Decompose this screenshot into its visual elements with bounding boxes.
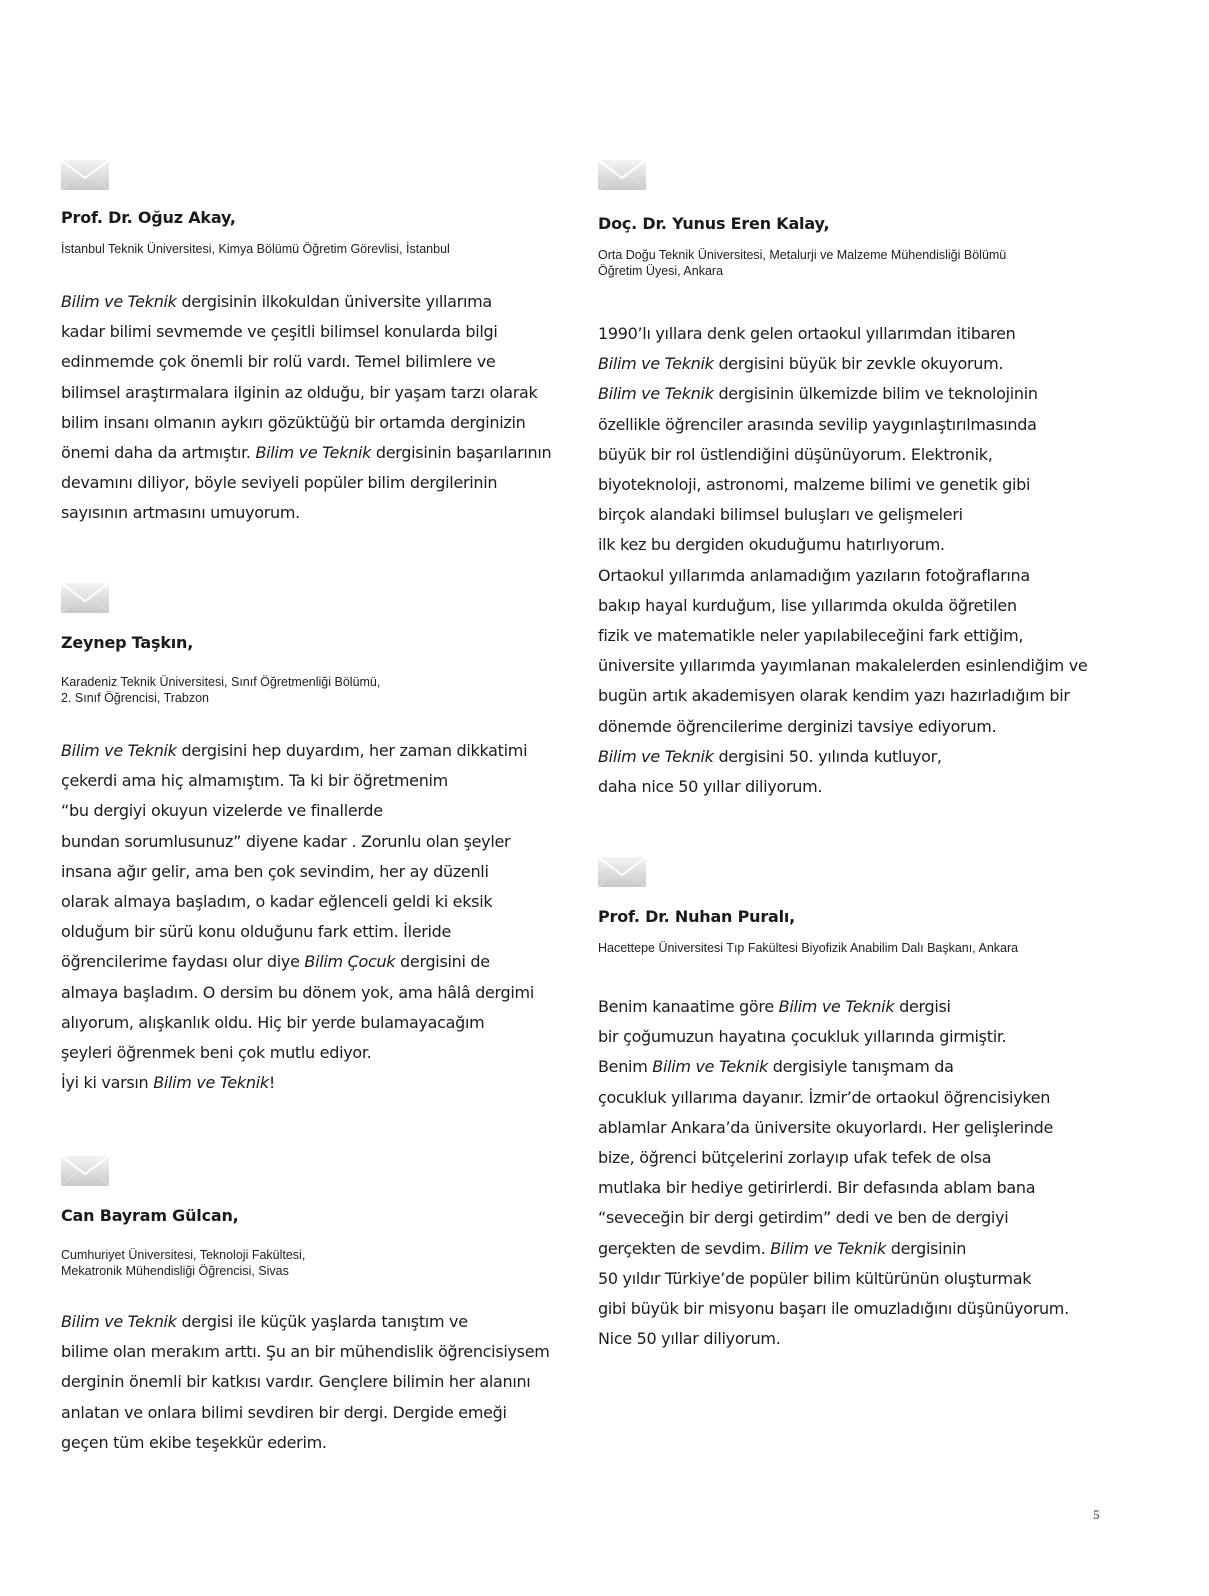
text-segment: bilimsel araştırmalara ilginin az olduğu, bir yaşam tarzı olarak	[61, 382, 538, 402]
text-segment: biyoteknoloji, astronomi, malzeme bilimi ve genetik gibi	[598, 475, 1031, 495]
text-line	[598, 530, 1158, 560]
text-segment: kadar bilimi sevmemde ve çeşitli bilimsel konularda bilgi	[61, 322, 498, 342]
text-segment: almaya başladım. O dersim bu dönem yok, ama hâlâ dergimi	[61, 982, 534, 1002]
affiliation-line: Mekatronik Mühendisliği Öğrencisi, Sivas	[61, 1264, 289, 1278]
envelope-icon	[61, 583, 109, 613]
text-segment: ablamlar Ankara’da üniversite okuyorlardı. Her gelişlerinde	[598, 1117, 1054, 1137]
text-line	[61, 1337, 571, 1367]
envelope-icon	[598, 857, 646, 887]
text-line	[598, 1143, 1158, 1173]
text-segment: “bu dergiyi okuyun vizelerde ve finallerde	[61, 801, 383, 821]
text-segment: çekerdi ama hiç almamıştım. Ta ki bir öğretmenim	[61, 771, 448, 791]
text-segment: dergisini 50. yılında kutluyor,	[713, 746, 942, 766]
affiliation-line: Öğretim Üyesi, Ankara	[598, 264, 724, 278]
author-name: Zeynep Taşkın,	[61, 633, 194, 652]
text-segment: dergisinin başarılarının	[371, 443, 552, 463]
text-segment: edinmemde çok önemli bir rolü vardı. Temel bilimlere ve	[61, 352, 496, 372]
text-line	[61, 287, 571, 317]
text-segment: Benim kanaatime göre	[598, 997, 779, 1016]
text-line	[61, 796, 571, 826]
page-number: 5	[1093, 1507, 1100, 1522]
magazine-title: Bilim ve Teknik	[598, 354, 714, 374]
text-line	[61, 947, 571, 977]
text-segment: !	[268, 1073, 275, 1093]
text-line	[61, 438, 571, 468]
text-segment: gibi büyük bir misyonu başarı ile omuzladığını düşünüyorum.	[598, 1299, 1069, 1319]
affiliation-line: İstanbul Teknik Üniversitesi, Kimya Bölümü Öğretim Görevlisi, İstanbul	[61, 242, 450, 256]
text-line	[598, 772, 1158, 802]
text-segment: bundan sorumlusunuz” diyene kadar . Zorunlu olan şeyler	[61, 831, 511, 851]
text-segment: Benim	[598, 1057, 653, 1077]
text-segment: bir çoğumuzun hayatına çocukluk yıllarında girmiştir.	[598, 1027, 1007, 1047]
text-line	[598, 561, 1158, 591]
text-segment: büyük bir rol üstlendiğini düşünüyorum. Elektronik,	[598, 444, 993, 464]
text-line	[598, 1324, 1158, 1354]
text-line	[598, 1264, 1158, 1294]
text-line	[598, 1113, 1158, 1143]
author-name: Prof. Dr. Nuhan Puralı,	[598, 907, 796, 926]
text-segment: derginin önemli bir katkısı vardır. Gençlere bilimin her alanını	[61, 1372, 531, 1392]
text-segment: gerçekten de sevdim.	[598, 1238, 771, 1258]
text-line	[61, 1307, 571, 1337]
author-name: Doç. Dr. Yunus Eren Kalay,	[598, 214, 830, 233]
affiliation-line: Hacettepe Üniversitesi Tıp Fakültesi Biyofizik Anabilim Dalı Başkanı, Ankara	[598, 941, 1019, 955]
text-line	[61, 766, 571, 796]
affiliation-line: Cumhuriyet Üniversitesi, Teknoloji Fakültesi,	[61, 1248, 306, 1262]
text-line	[61, 317, 571, 347]
text-line	[598, 1022, 1158, 1052]
text-segment: bilim insanı olmanın aykırı gözüktüğü bir ortamda derginizin	[61, 412, 526, 432]
magazine-title: Bilim ve Teknik	[153, 1073, 269, 1093]
text-segment: şeyleri öğrenmek beni çok mutlu ediyor.	[61, 1043, 372, 1063]
text-segment: çocukluk yıllarıma dayanır. İzmir’de ortaokul öğrencisiyken	[598, 1087, 1051, 1107]
letter-kalay	[598, 160, 1158, 802]
magazine-title: Bilim Çocuk	[304, 952, 396, 972]
letter-body	[61, 736, 571, 1098]
text-line	[61, 827, 571, 857]
author-affiliation	[598, 247, 1158, 279]
text-line	[598, 742, 1158, 772]
text-line	[61, 347, 571, 377]
author-affiliation	[598, 940, 1158, 956]
text-line	[598, 1052, 1158, 1082]
text-line	[61, 1367, 571, 1397]
text-segment: daha nice 50 yıllar diliyorum.	[598, 777, 823, 797]
text-line	[598, 319, 1158, 349]
text-segment: bilime olan merakım arttı. Şu an bir mühendislik öğrencisiysem	[61, 1342, 550, 1362]
text-segment: dergisini büyük bir zevkle okuyorum.	[713, 354, 1004, 374]
text-line	[598, 500, 1158, 530]
text-segment: üniversite yıllarımda yayımlanan makalelerden esinlendiğim ve	[598, 656, 1088, 676]
text-line	[598, 992, 1158, 1022]
text-line	[61, 978, 571, 1008]
magazine-title: Bilim ve Teknik	[61, 741, 177, 760]
letter-body	[61, 287, 571, 529]
author-name: Prof. Dr. Oğuz Akay,	[61, 208, 236, 227]
text-line	[598, 712, 1158, 742]
text-line	[598, 621, 1158, 651]
magazine-title: Bilim ve Teknik	[770, 1238, 886, 1258]
text-line	[598, 1234, 1158, 1264]
text-line	[598, 681, 1158, 711]
text-segment: özellikle öğrenciler arasında sevilip yaygınlaştırılmasında	[598, 414, 1037, 434]
letter-purali	[598, 857, 1158, 1354]
text-line	[598, 379, 1158, 409]
text-segment: dergisini de	[395, 952, 490, 972]
text-line	[61, 1398, 571, 1428]
text-segment: dergisi	[894, 997, 951, 1016]
text-segment: birçok alandaki bilimsel buluşları ve gelişmeleri	[598, 505, 963, 525]
text-segment: anlatan ve onlara bilimi sevdiren bir dergi. Dergide emeği	[61, 1402, 507, 1422]
text-line	[598, 349, 1158, 379]
text-segment: alıyorum, alışkanlık oldu. Hiç bir yerde bulamayacağım	[61, 1012, 485, 1032]
text-line	[61, 1038, 571, 1068]
text-segment: dergisinin	[885, 1238, 967, 1258]
text-line	[61, 1428, 571, 1458]
text-line	[61, 1008, 571, 1038]
text-segment: dergisinin ilkokuldan üniversite yıllarıma	[176, 292, 492, 311]
text-line	[598, 470, 1158, 500]
letter-taskin	[61, 583, 571, 1098]
text-line	[61, 498, 571, 528]
letter-gulcan	[61, 1156, 571, 1458]
author-affiliation	[61, 674, 571, 706]
author-affiliation	[61, 1247, 571, 1279]
text-segment: dergisi ile küçük yaşlarda tanıştım ve	[176, 1312, 468, 1331]
envelope-icon	[598, 160, 646, 190]
text-segment: 1990’lı yıllara denk gelen ortaokul yıllarımdan itibaren	[598, 324, 1016, 343]
text-segment: dergisini hep duyardım, her zaman dikkatimi	[176, 741, 528, 760]
text-segment: Ortaokul yıllarımda anlamadığım yazıların fotoğraflarına	[598, 565, 1030, 585]
text-segment: önemi daha da artmıştır.	[61, 443, 256, 463]
text-line	[598, 591, 1158, 621]
affiliation-line: Karadeniz Teknik Üniversitesi, Sınıf Öğretmenliği Bölümü,	[61, 675, 381, 689]
magazine-title: Bilim ve Teknik	[598, 746, 714, 766]
text-segment: ilk kez bu dergiden okuduğumu hatırlıyorum.	[598, 535, 945, 555]
text-segment: sayısının artmasını umuyorum.	[61, 503, 300, 523]
magazine-title: Bilim ve Teknik	[61, 1312, 177, 1331]
letter-body	[598, 992, 1158, 1354]
author-name: Can Bayram Gülcan,	[61, 1206, 239, 1225]
text-line	[61, 917, 571, 947]
magazine-title: Bilim ve Teknik	[598, 384, 714, 404]
letter-akay	[61, 160, 571, 529]
letter-body	[598, 319, 1158, 802]
affiliation-line: 2. Sınıf Öğrencisi, Trabzon	[61, 691, 209, 705]
text-segment: insana ağır gelir, ama ben çok sevindim, her ay düzenli	[61, 861, 489, 881]
text-segment: bakıp hayal kurduğum, lise yıllarımda okulda öğretilen	[598, 595, 1017, 615]
letter-body	[61, 1307, 571, 1458]
text-segment: dergisinin ülkemizde bilim ve teknolojinin	[713, 384, 1038, 404]
text-segment: olarak almaya başladım, o kadar eğlenceli geldi ki eksik	[61, 892, 493, 912]
text-segment: öğrencilerime faydası olur diye	[61, 952, 305, 972]
envelope-icon	[61, 160, 109, 190]
text-segment: Nice 50 yıllar diliyorum.	[598, 1329, 781, 1349]
text-segment: olduğum bir sürü konu olduğunu fark ettim. İleride	[61, 922, 452, 942]
text-segment: bize, öğrenci bütçelerini zorlayıp ufak tefek de olsa	[598, 1148, 992, 1168]
text-segment: devamını diliyor, böyle seviyeli popüler bilim dergilerinin	[61, 473, 498, 493]
text-segment: bugün artık akademisyen olarak kendim yazı hazırladığım bir	[598, 686, 1070, 706]
envelope-icon	[61, 1156, 109, 1186]
text-line	[598, 1203, 1158, 1233]
text-line	[598, 651, 1158, 681]
text-line	[61, 468, 571, 498]
text-line	[598, 440, 1158, 470]
text-line	[61, 857, 571, 887]
text-line	[598, 410, 1158, 440]
text-line	[598, 1294, 1158, 1324]
text-segment: mutlaka bir hediye getirirlerdi. Bir defasında ablam bana	[598, 1178, 1036, 1198]
text-line	[61, 736, 571, 766]
magazine-title: Bilim ve Teknik	[652, 1057, 768, 1077]
text-line	[61, 408, 571, 438]
affiliation-line: Orta Doğu Teknik Üniversitesi, Metalurji ve Malzeme Mühendisliği Bölümü	[598, 248, 1007, 262]
magazine-title: Bilim ve Teknik	[778, 997, 895, 1016]
text-line	[61, 378, 571, 408]
text-segment: dergisiyle tanışmam da	[767, 1057, 954, 1077]
text-segment: İyi ki varsın	[61, 1073, 154, 1093]
text-line	[598, 1083, 1158, 1113]
text-segment: geçen tüm ekibe teşekkür ederim.	[61, 1432, 327, 1452]
text-segment: “seveceğin bir dergi getirdim” dedi ve ben de dergiyi	[598, 1208, 1009, 1228]
text-segment: dönemde öğrencilerime derginizi tavsiye ediyorum.	[598, 716, 997, 736]
magazine-title: Bilim ve Teknik	[61, 292, 177, 311]
author-affiliation	[61, 241, 571, 257]
text-line	[61, 1068, 571, 1098]
text-line	[61, 887, 571, 917]
text-segment: fizik ve matematikle neler yapılabileceğini fark ettiğim,	[598, 626, 1024, 646]
magazine-title: Bilim ve Teknik	[255, 443, 372, 463]
text-segment: 50 yıldır Türkiye’de popüler bilim kültürünün oluşturmak	[598, 1268, 1032, 1288]
text-line	[598, 1173, 1158, 1203]
